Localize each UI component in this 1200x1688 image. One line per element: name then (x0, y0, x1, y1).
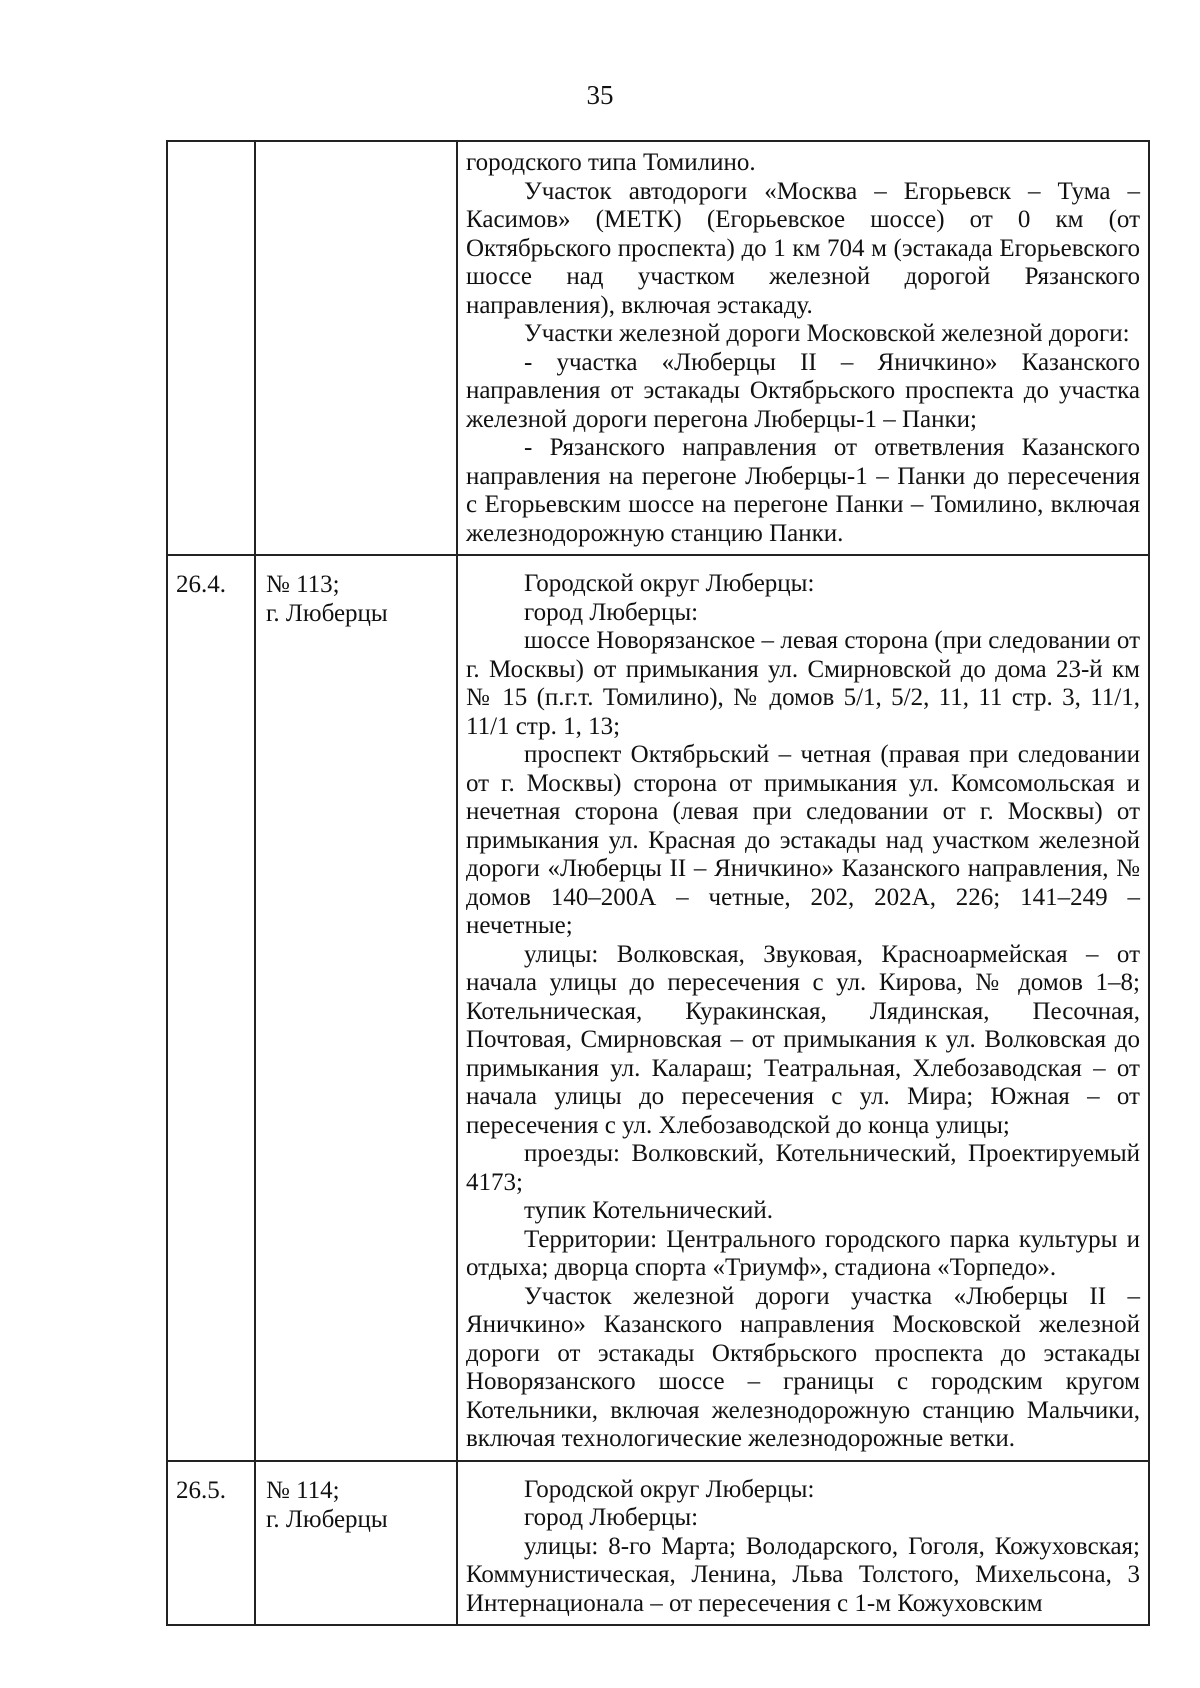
row-number: 26.4. (176, 571, 226, 598)
page-number: 35 (586, 80, 614, 110)
description-cell (457, 141, 1149, 555)
paragraph: - участка «Люберцы II – Яничкино» Казанского направления от эстакады Октябрьского проспекта до участка железной дороги перегона Люберцы-1 – Панки; (466, 348, 1140, 433)
row-number-cell (167, 1461, 255, 1626)
description-cell (457, 1461, 1149, 1626)
paragraph: город Люберцы: (524, 598, 699, 626)
district-number: № 114; (266, 1476, 340, 1504)
district-cell (255, 141, 457, 555)
district-cell (255, 555, 457, 1461)
district-cell (255, 1461, 457, 1626)
paragraph: проезды: Волковский, Котельнический, Проектируемый 4173; (466, 1140, 1140, 1196)
paragraph: - Рязанского направления от ответвления Казанского направления на перегоне Люберцы-1 – Панки до пересечения с Егорьевским шоссе на перегоне Панки – Томилино, включая железнодорожную станцию Панки. (466, 434, 1140, 547)
paragraph: Участки железной дороги Московской железной дороги: (524, 320, 1130, 347)
paragraph: Городской округ Люберцы: (524, 570, 815, 597)
district-number: № 113; (266, 571, 340, 598)
district-table (166, 140, 1150, 1626)
table-row (167, 555, 1149, 1461)
paragraph: улицы: Волковская, Звуковая, Красноармейская – от начала улицы до пересечения с ул. Кирова, № домов 1–8; Котельническая, Куракинская, Лядинская, Песочная, Почтовая, Смирновская – от примыкания к ул. Волковская до примыкания ул. Калараш; Театральная, Хлебозаводская – от начала улицы до пересечения с ул. Мира; Южная – от пересечения с ул. Хлебозаводской до конца улицы; (466, 940, 1140, 1139)
description-text (458, 1462, 1148, 1625)
description-text (458, 142, 1148, 554)
paragraph: Городской округ Люберцы: (524, 1475, 815, 1503)
table-row (167, 141, 1149, 555)
row-number-cell (167, 555, 255, 1461)
district-name (256, 142, 456, 156)
district-name (256, 556, 456, 628)
description-text (458, 556, 1148, 1460)
row-number (168, 142, 254, 156)
paragraph: Участок автодороги «Москва – Егорьевск – Тума – Касимов» (МЕТК) (Егорьевское шоссе) от 0 км (от Октябрьского проспекта) до 1 км 704 м (эстакада Егорьевского шоссе над участком железной дорогой Рязанского направления), включая эстакаду. (466, 177, 1140, 319)
paragraph: городского типа Томилино. (466, 149, 756, 176)
paragraph: тупик Котельнический. (524, 1197, 774, 1224)
paragraph: город Люберцы: (524, 1504, 699, 1531)
table-row (167, 1461, 1149, 1626)
district-city: г. Люберцы (266, 600, 388, 627)
paragraph: улицы: 8-го Марта; Володарского, Гоголя, Кожуховская; Коммунистическая, Ленина, Льва Толстого, Михельсона, 3 Интернационала – от пересечения с 1-м Кожуховским (466, 1532, 1140, 1617)
paragraph: проспект Октябрьский – четная (правая при следовании от г. Москвы) сторона от примыкания ул. Комсомольская и нечетная сторона (левая при следовании от г. Москвы) от примыкания ул. Красная до эстакады над участком железной дороги «Люберцы II – Яничкино» Казанского направления, № домов 140–200А – четные, 202, 202А, 226; 141–249 – нечетные; (466, 741, 1140, 939)
paragraph: шоссе Новорязанское – левая сторона (при следовании от г. Москвы) от примыкания ул. Смирновской до дома 23-й км № 15 (п.г.т. Томилино), № домов 5/1, 5/2, 11, 11 стр. 3, 11/1, 11/1 стр. 1, 13; (466, 627, 1140, 740)
district-city: г. Люберцы (266, 1505, 388, 1533)
district-name (256, 1462, 456, 1534)
row-number-cell (167, 141, 255, 555)
paragraph: Территории: Центрального городского парка культуры и отдыха; дворца спорта «Триумф», стадиона «Торпедо». (466, 1225, 1140, 1281)
paragraph: Участок железной дороги участка «Люберцы II – Яничкино» Казанского направления Московской железной дороги от эстакады Октябрьского проспекта до эстакады Новорязанского шоссе – границы с городским кругом Котельники, включая железнодорожную станцию Мальчики, включая технологические железнодорожные ветки. (466, 1282, 1140, 1452)
row-number: 26.5. (176, 1476, 226, 1504)
description-cell (457, 555, 1149, 1461)
